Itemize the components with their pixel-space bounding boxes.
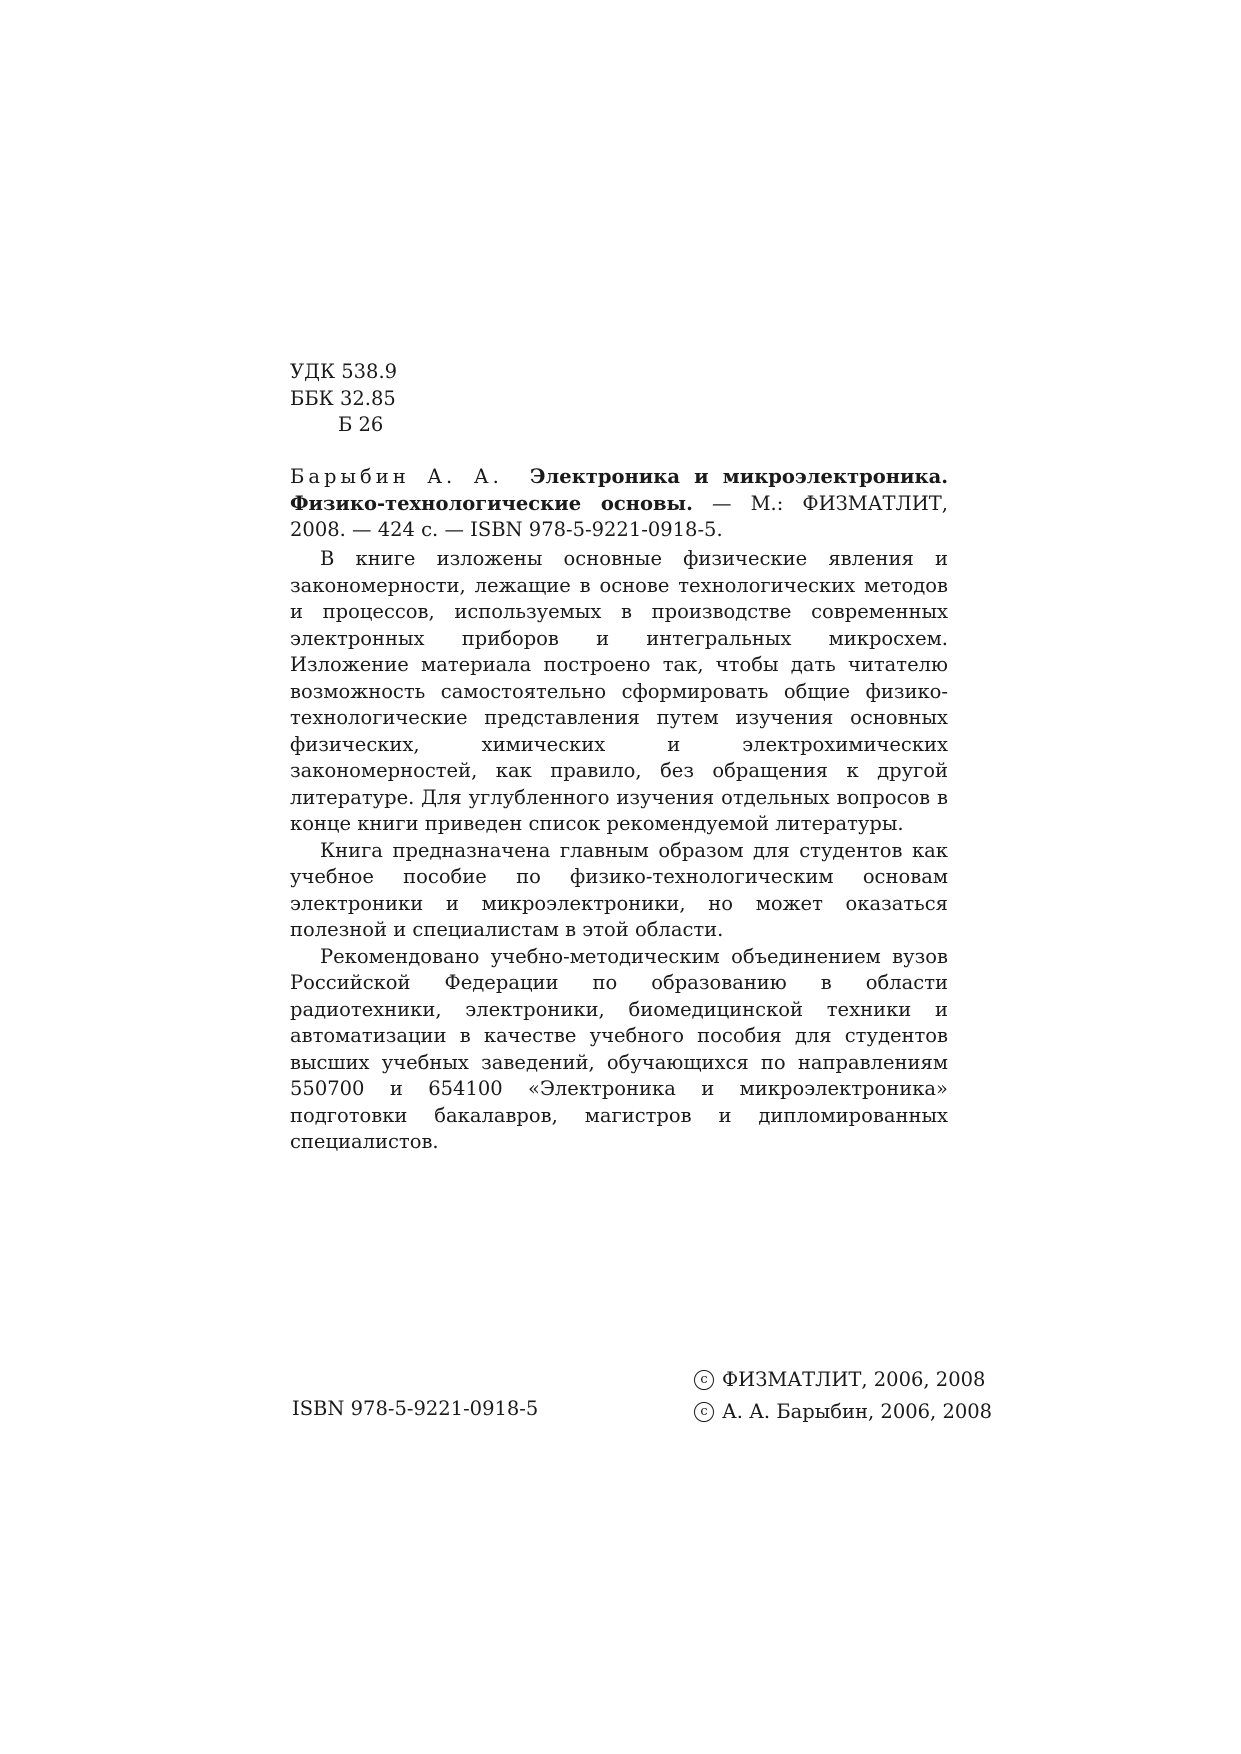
classification-codes	[290, 359, 397, 439]
bibliographic-record	[290, 464, 948, 544]
copyright-author: А. А. Барыбин, 2006, 2008	[722, 1400, 993, 1423]
copyright-icon: c	[694, 1402, 714, 1422]
isbn-footer: ISBN 978-5-9221-0918-5	[292, 1397, 539, 1420]
abstract-paragraph: Рекомендовано учебно-методическим объединением вузов Российской Федерации по образованию в области радиотехники, электроники, биомедицинской техники и автоматизации в качестве учебного пособия для студентов высших учебных заведений, обучающихся по направлениям 550700 и 654100 «Электроника и микроэлектроника» подготовки бакалавров, магистров и дипломированных специалистов.	[290, 944, 948, 1153]
copyright-block	[694, 1364, 992, 1428]
book-title: Электроника и микроэлектроника. Физико-технологические основы.	[290, 465, 948, 515]
copyright-publisher: ФИЗМАТЛИТ, 2006, 2008	[722, 1368, 986, 1391]
author-name: Барыбин А. А.	[290, 465, 503, 488]
abstract	[290, 546, 948, 1156]
author-mark: Б 26	[338, 413, 384, 436]
udk-code: УДК 538.9	[290, 360, 398, 383]
copyright-icon: c	[694, 1370, 714, 1390]
bbk-code: ББК 32.85	[290, 386, 396, 410]
abstract-paragraph: В книге изложены основные физические явления и закономерности, лежащие в основе технологических методов и процессов, используемых в производстве современных электронных приборов и интегральных микросхем. Изложение материала построено так, чтобы дать читателю возможность самостоятельно сформировать общие физико-технологические представления путем изучения основных физических, химических и электрохимических закономерностей, как правило, без обращения к другой литературе. Для углубленного изучения отдельных вопросов в конце книги приведен список рекомендуемой литературы.	[290, 547, 948, 835]
abstract-paragraph: Книга предназначена главным образом для студентов как учебное пособие по физико-технологическим основам электроники и микроэлектроники, но может оказаться полезной и специалистам в этой области.	[290, 838, 948, 941]
copyright-author-line	[694, 1396, 992, 1428]
copyright-publisher-line	[694, 1364, 992, 1396]
imprint: — М.: ФИЗМАТЛИТ, 2008. — 424 с. — ISBN 978-5-9221-0918-5.	[290, 491, 949, 541]
